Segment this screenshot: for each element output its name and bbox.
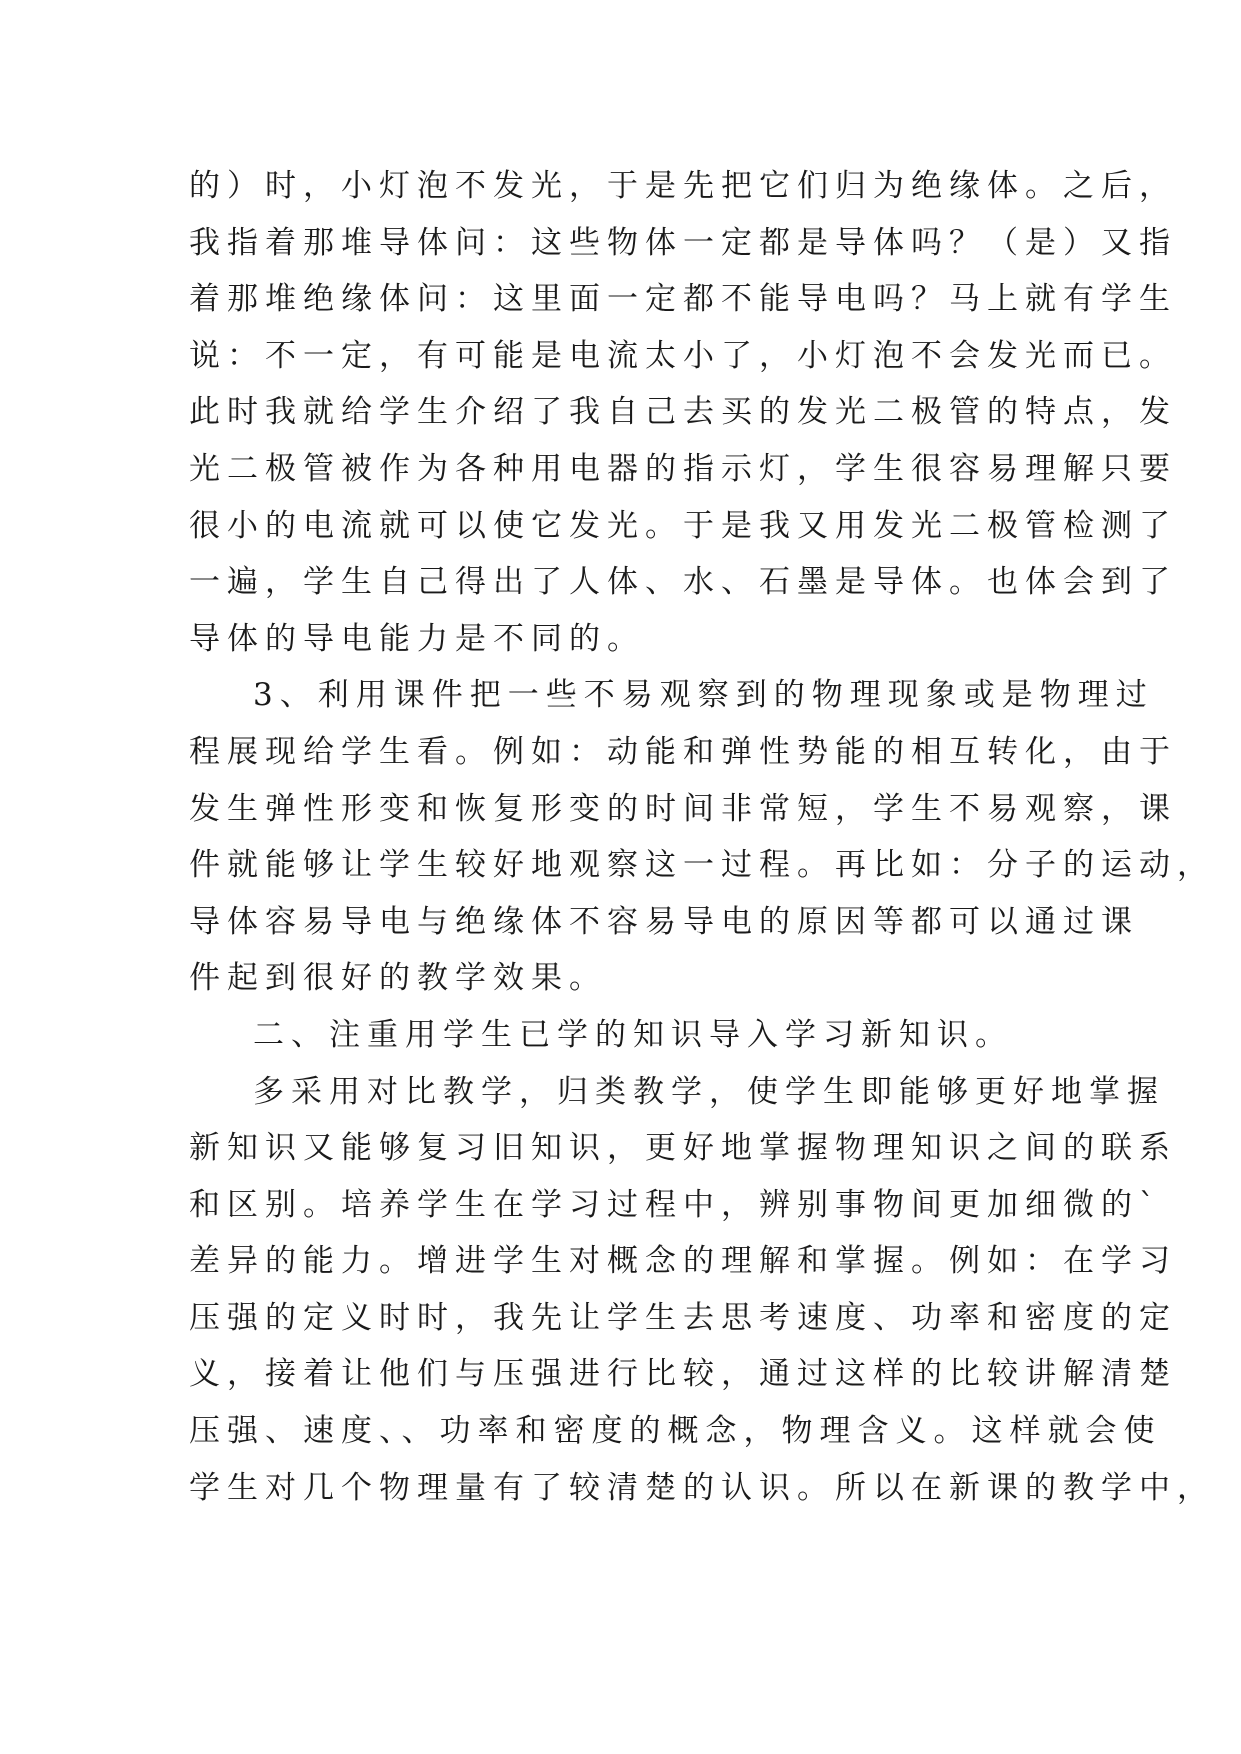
- text-line: 压强的定义时时，我先让学生去思考速度、功率和密度的定: [189, 1299, 1177, 1336]
- text-line: 件起到很好的教学效果。: [189, 960, 607, 997]
- section-heading: 二、注重用学生已学的知识导入学习新知识。: [253, 1016, 1013, 1053]
- text-line: 差异的能力。增进学生对概念的理解和掌握。例如：在学习: [189, 1243, 1177, 1280]
- text-line: 此时我就给学生介绍了我自己去买的发光二极管的特点，发: [189, 394, 1177, 431]
- body-text: [189, 158, 1215, 1516]
- text-line: 一遍，学生自己得出了人体、水、石墨是导体。也体会到了: [189, 564, 1177, 601]
- text-line: 新知识又能够复习旧知识，更好地掌握物理知识之间的联系: [189, 1130, 1177, 1167]
- text-line: 导体的导电能力是不同的。: [189, 620, 645, 657]
- paragraph-start-line: 3、利用课件把一些不易观察到的物理现象或是物理过: [253, 677, 1154, 714]
- text-line: 程展现给学生看。例如：动能和弹性势能的相互转化，由于: [189, 733, 1177, 770]
- text-line: 很小的电流就可以使它发光。于是我又用发光二极管检测了: [189, 507, 1177, 544]
- text-line: 的）时，小灯泡不发光，于是先把它们归为绝缘体。之后，: [189, 168, 1177, 204]
- text-line: 导体容易导电与绝缘体不容易导电的原因等都可以通过课: [189, 903, 1139, 940]
- text-line: 和区别。培养学生在学习过程中，辨别事物间更加细微的`: [189, 1186, 1162, 1223]
- text-line: 光二极管被作为各种用电器的指示灯，学生很容易理解只要: [189, 450, 1177, 487]
- text-line: 着那堆绝缘体问：这里面一定都不能导电吗？马上就有学生: [189, 281, 1177, 318]
- text-line: 说：不一定，有可能是电流太小了，小灯泡不会发光而已。: [189, 337, 1177, 374]
- text-line: 件就能够让学生较好地观察这一过程。再比如：分子的运动，: [189, 847, 1215, 884]
- text-line: 义，接着让他们与压强进行比较，通过这样的比较讲解清楚: [189, 1356, 1177, 1393]
- text-line: 发生弹性形变和恢复形变的时间非常短，学生不易观察，课: [189, 790, 1177, 827]
- text-line: 我指着那堆导体问：这些物体一定都是导体吗？（是）又指: [189, 224, 1177, 261]
- text-line: 学生对几个物理量有了较清楚的认识。所以在新课的教学中，: [189, 1469, 1215, 1506]
- text-line: 压强、速度、、功率和密度的概念，物理含义。这样就会使: [189, 1413, 1162, 1450]
- paragraph-start-line: 多采用对比教学，归类教学，使学生即能够更好地掌握: [253, 1073, 1165, 1110]
